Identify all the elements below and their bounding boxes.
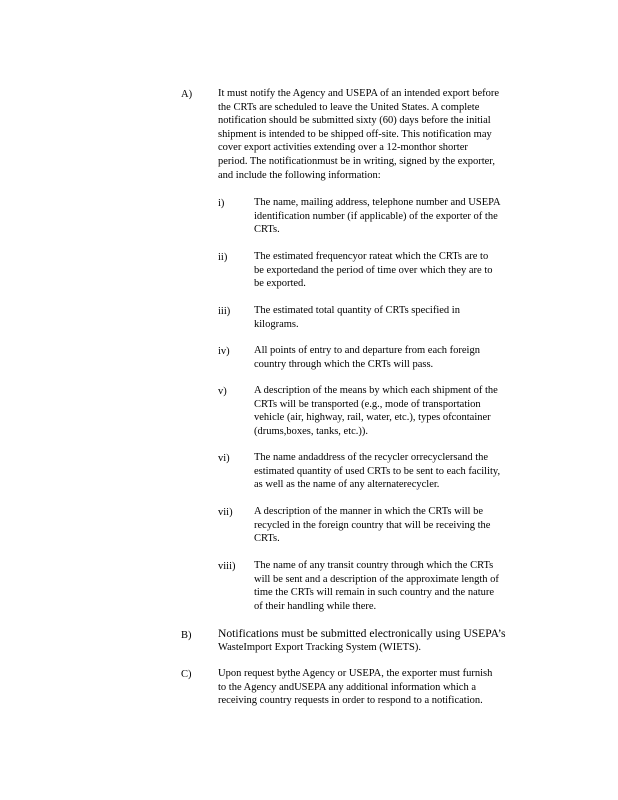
subitem-v-text [254,384,534,438]
subitem-line: The estimated total quantity of CRTs specified in [254,305,460,316]
item-a-text [218,87,534,182]
subitem-line: country through which the CRTs will pass. [254,358,434,370]
subitem-line: (drums,boxes, tanks, etc.)). [254,425,369,437]
subitem-line: will be sent and a description of the approximate length of [254,573,499,585]
subitem-line: CRTs will be transported (e.g., mode of transportation [254,398,481,410]
subitem-viii-text [254,559,534,613]
item-a-line: notification should be submitted sixty (60) days before the initial [218,115,491,127]
subitem-line: be exportedand the period of time over which they are to [254,264,493,276]
subitem-line: estimated quantity of used CRTs to be sent to each facility, [254,465,501,477]
subitem-line: The estimated frequencyor rateat which the CRTs are to [254,251,489,262]
subitem-ii-label: ii) [218,252,228,263]
item-b-text [218,627,534,654]
subitem-line: The name, mailing address, telephone number and USEPA [254,197,501,208]
item-c-text [218,667,534,708]
subitem-line: CRTs. [254,533,280,545]
subitem-line: A description of the manner in which the CRTs will be [254,506,484,517]
subitem-v-label: v) [218,386,227,397]
subitem-ii-text [254,250,534,291]
subitem-iii-text [254,304,534,331]
subitem-line: be exported. [254,278,306,290]
subitem-line: recycled in the foreign country that will be receiving the [254,519,491,531]
subitem-iv-label: iv) [218,346,230,357]
subitem-line: kilograms. [254,318,299,330]
subitem-line: CRTs. [254,224,280,236]
subitem-viii-label: viii) [218,561,236,572]
subitem-line: as well as the name of any alternaterecycler. [254,479,440,491]
subitem-iii-label: iii) [218,306,231,317]
item-b-line: Notifications must be submitted electronically using USEPA’s [218,627,506,640]
item-a-line: cover export activities extending over a 12-monthor shorter [218,142,468,154]
subitem-vii-label: vii) [218,507,233,518]
item-a-line: period. The notificationmust be in writing, signed by the exporter, [218,155,495,167]
item-a-label: A) [181,89,193,100]
item-c-line: Upon request bythe Agency or USEPA, the exporter must furnish [218,668,493,679]
subitem-line: The name andaddress of the recycler orrecyclersand the [254,452,489,463]
subitem-line: identification number (if applicable) of the exporter of the [254,210,498,222]
item-b-line: WasteImport Export Tracking System (WIETS). [218,641,422,653]
subitem-line: All points of entry to and departure from each foreign [254,345,480,356]
subitem-i-text [254,196,534,237]
subitem-line: of their handling while there. [254,600,377,612]
subitem-i-label: i) [218,198,225,209]
subitem-vi-text [254,451,534,492]
subitem-line: time the CRTs will remain in such country and the nature [254,587,495,599]
subitem-vi-label: vi) [218,453,230,464]
item-c-line: receiving country requests in order to respond to a notification. [218,695,483,707]
subitem-vii-text [254,505,534,546]
subitem-line: vehicle (air, highway, rail, water, etc.), types ofcontainer [254,412,491,424]
item-c-line: to the Agency andUSEPA any additional information which a [218,681,476,693]
subitem-line: The name of any transit country through which the CRTs [254,560,494,571]
item-a-line: the CRTs are scheduled to leave the United States. A complete [218,101,480,113]
item-a-line: It must notify the Agency and USEPA of an intended export before [218,88,500,99]
subitem-iv-text [254,344,534,371]
item-a-line: and include the following information: [218,169,381,181]
item-a-line: shipment is intended to be shipped off-site. This notification may [218,128,492,140]
item-c-label: C) [181,669,192,680]
subitem-line: A description of the means by which each shipment of the [254,385,498,396]
item-b-label: B) [181,630,192,641]
